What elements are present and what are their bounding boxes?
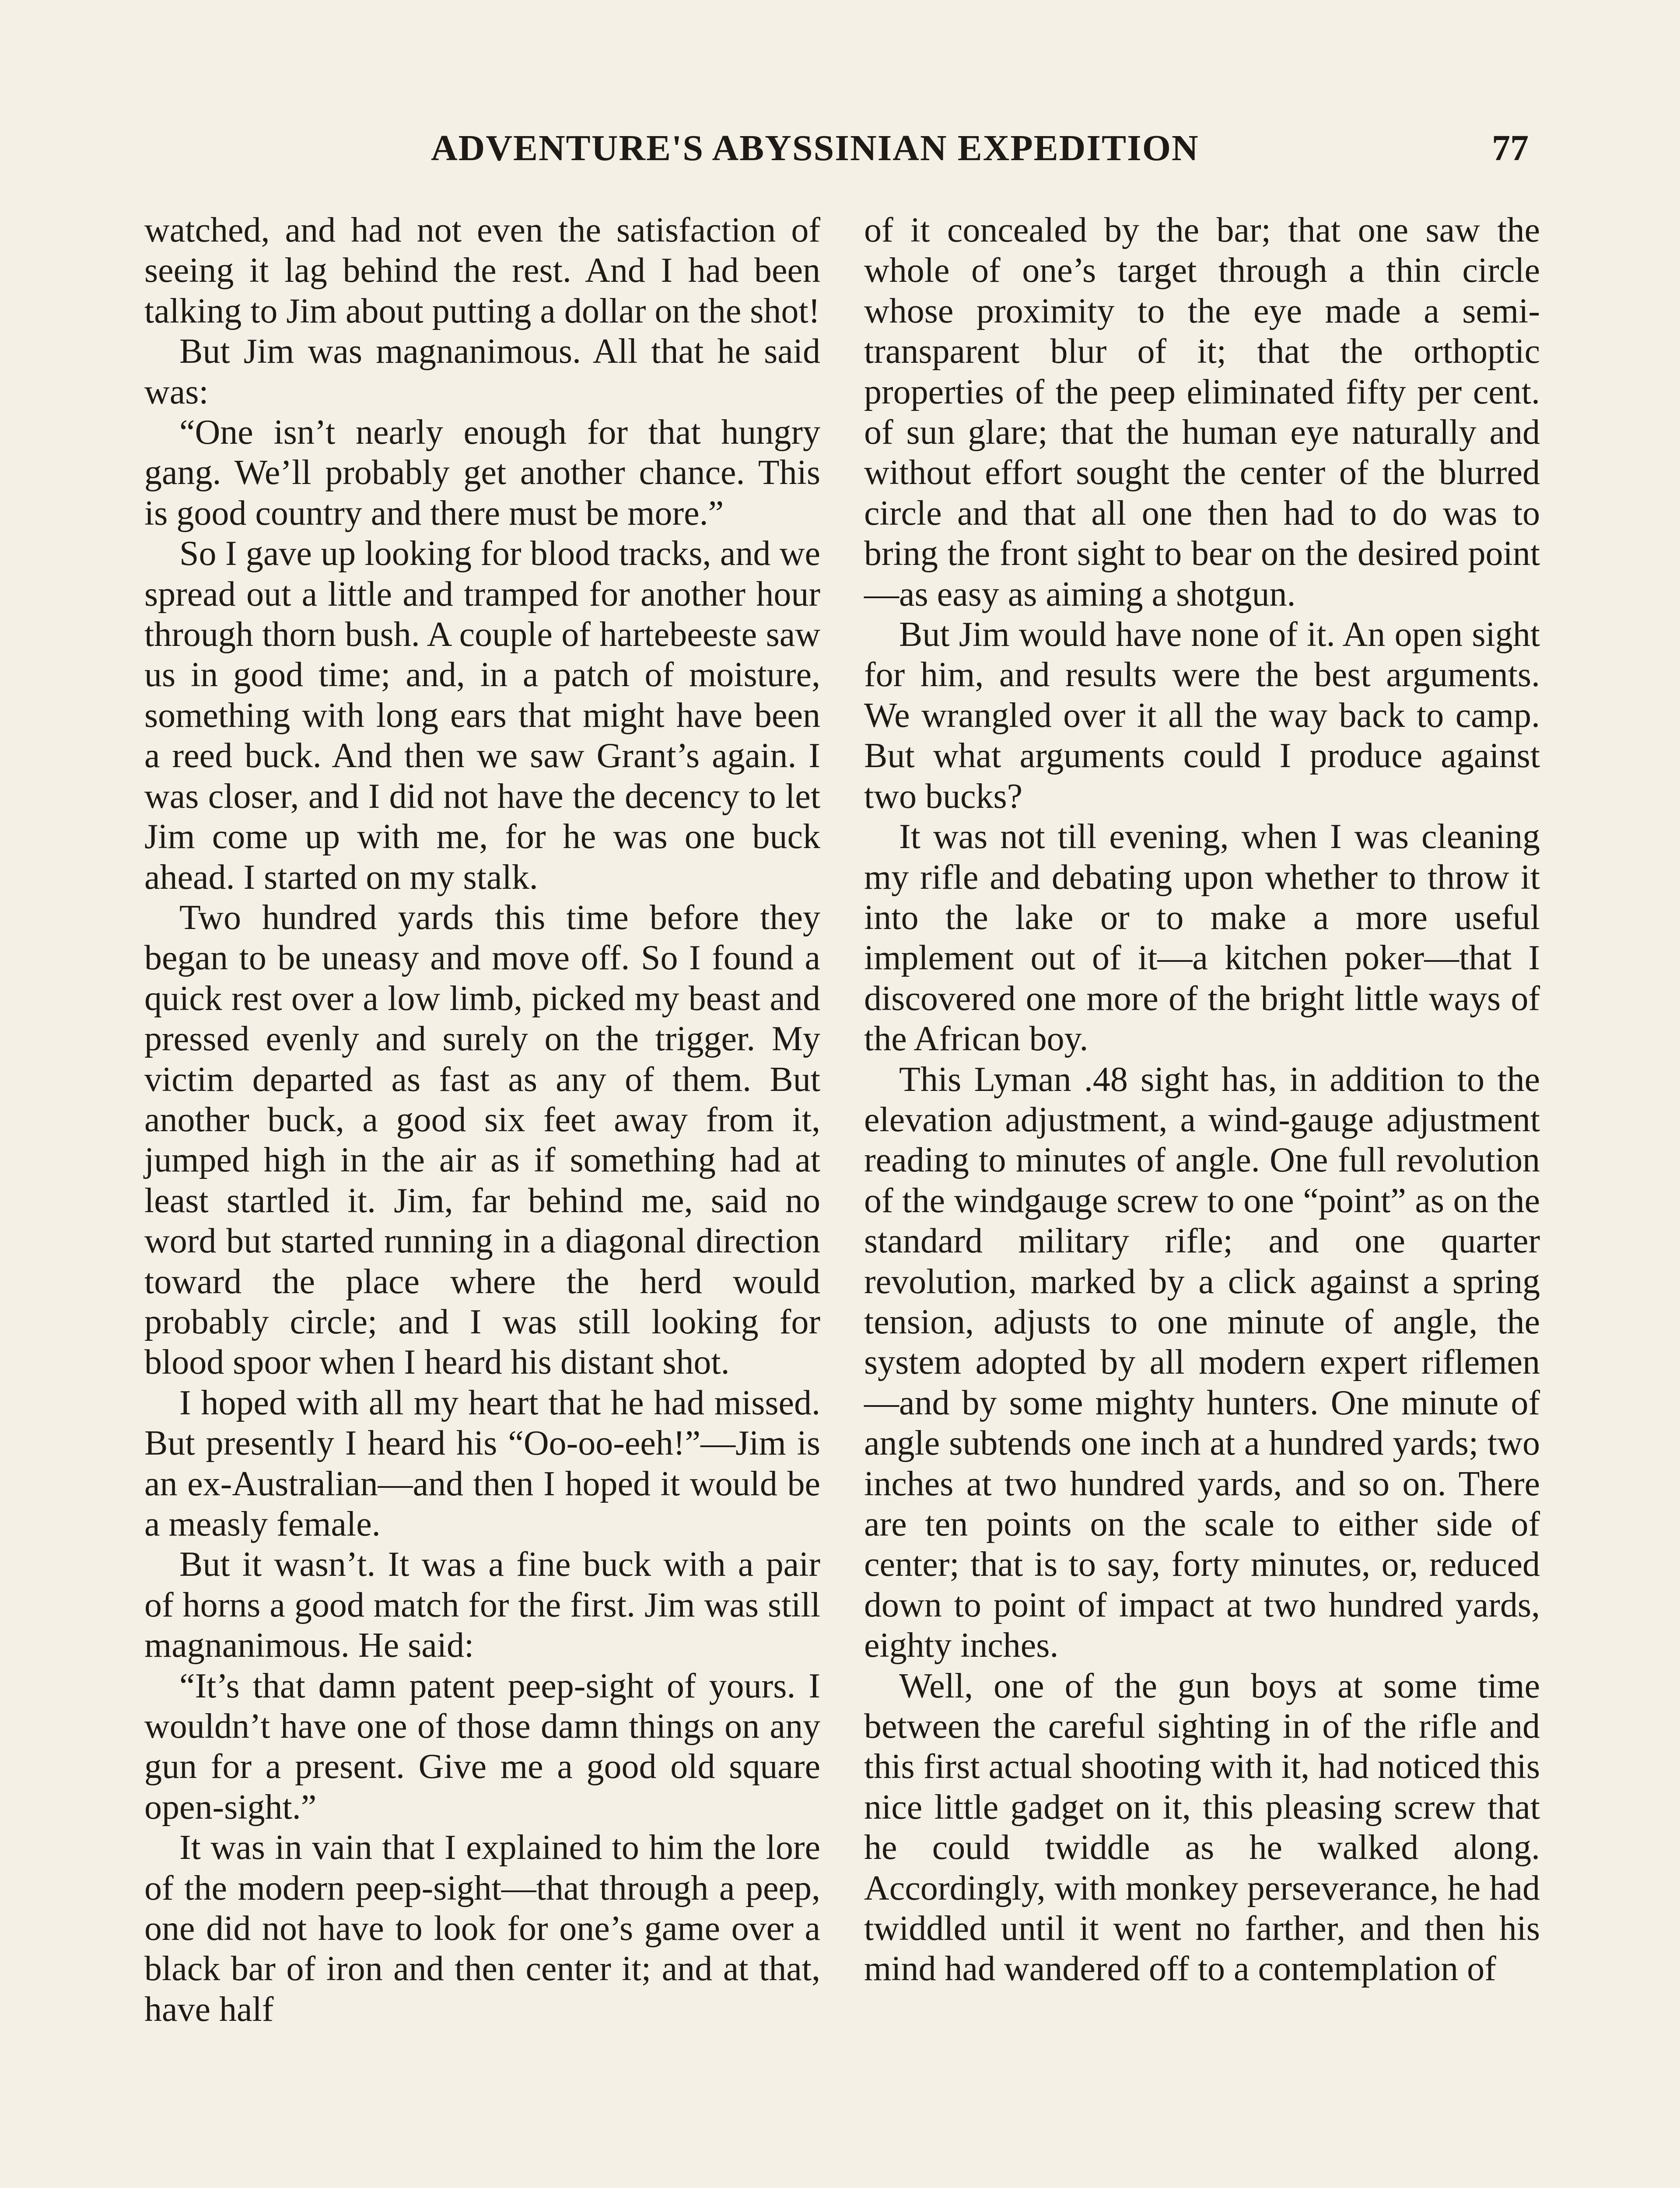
paragraph: But it wasn’t. It was a fine buck with a pair of horns a good match for the first. Jim was still magnanimous. He said: (144, 1545, 820, 1665)
paragraph: It was not till evening, when I was cleaning my rifle and debating upon whether to throw it into the lake or to make a more useful implement out of it—a kitchen poker—that I discovered one more of the bright little ways of the African boy. (864, 817, 1540, 1059)
paragraph: Well, one of the gun boys at some time between the careful sighting in of the rifle and this first actual shooting with it, had noticed this nice little gadget on it, this pleasing screw that he could twiddle as he walked along. Accordingly, with monkey perseverance, he had twiddled until it went no farther, and then his mind had wandered off to a contemplation of (864, 1666, 1540, 1988)
paragraph: So I gave up looking for blood tracks, and we spread out a little and tramped for another hour through thorn bush. A couple of hartebeeste saw us in good time; and, in a patch of moisture, something with long ears that might have been a reed buck. And then we saw Grant’s again. I was closer, and I did not have the decency to let Jim come up with me, for he was one buck ahead. I started on my stalk. (144, 534, 820, 897)
paragraph: But Jim would have none of it. An open sight for him, and results were the best arguments. We wrangled over it all the way back to camp. But what arguments could I produce against two bucks? (864, 615, 1540, 816)
paragraph: It was in vain that I explained to him the lore of the modern peep-sight—that through a peep, one did not have to look for one’s game over a black bar of iron and then center it; and at that, have half (144, 1828, 820, 2029)
left-column (144, 210, 820, 2030)
running-title: ADVENTURE'S ABYSSINIAN EXPEDITION (431, 128, 1199, 168)
paragraph: Two hundred yards this time before they began to be uneasy and move off. So I found a quick rest over a low limb, picked my beast and pressed evenly and surely on the trigger. My victim departed as fast as any of them. But another buck, a good six feet away from it, jumped high in the air as if something had at least startled it. Jim, far behind me, said no word but started running in a diagonal direction toward the place where the herd would probably circle; and I was still looking for blood spoor when I heard his distant shot. (144, 898, 820, 1382)
paragraph: I hoped with all my heart that he had missed. But presently I heard his “Oo-oo-eeh!”—Jim is an ex-Australian—and then I hoped it would be a measly female. (144, 1383, 820, 1543)
right-column (864, 210, 1540, 1989)
paragraph: of it concealed by the bar; that one saw the whole of one’s target through a thin circle whose proximity to the eye made a semi-transparent blur of it; that the orthoptic properties of the peep eliminated fifty per cent. of sun glare; that the human eye naturally and without effort sought the center of the blurred circle and that all one then had to do was to bring the front sight to bear on the desired point—as easy as aiming a shotgun. (864, 211, 1540, 614)
page-number: 77 (1492, 128, 1529, 168)
paragraph: “One isn’t nearly enough for that hungry gang. We’ll probably get another chance. This is good country and there must be more.” (144, 413, 820, 533)
paragraph: “It’s that damn patent peep-sight of yours. I wouldn’t have one of those damn things on any gun for a present. Give me a good old square open-sight.” (144, 1666, 820, 1827)
page-header (0, 127, 1680, 179)
paragraph: This Lyman .48 sight has, in addition to the elevation adjustment, a wind-gauge adjustment reading to minutes of angle. One full revolution of the windgauge screw to one “point” as on the standard military rifle; and one quarter revolution, marked by a click against a spring tension, adjusts to one minute of angle, the system adopted by all modern expert riflemen—and by some mighty hunters. One minute of angle subtends one inch at a hundred yards; two inches at two hundred yards, and so on. There are ten points on the scale to either side of center; that is to say, forty minutes, or, reduced down to point of impact at two hundred yards, eighty inches. (864, 1060, 1540, 1665)
paragraph: watched, and had not even the satisfaction of seeing it lag behind the rest. And I had been talking to Jim about putting a dollar on the shot! (144, 211, 820, 330)
paragraph: But Jim was magnanimous. All that he said was: (144, 332, 820, 411)
